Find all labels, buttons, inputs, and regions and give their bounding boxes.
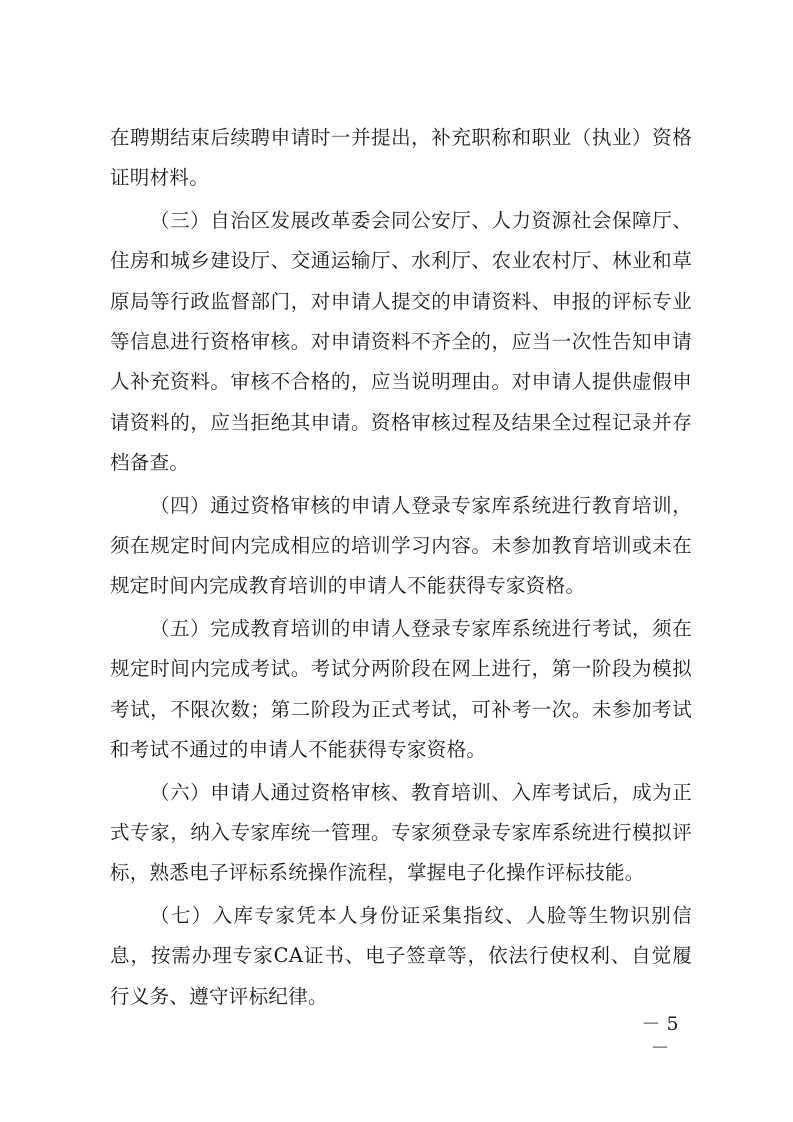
paragraph-item-4: （四）通过资格审核的申请人登录专家库系统进行教育培训，须在规定时间内完成相应的培训学习内容。未参加教育培训或未在规定时间内完成教育培训的申请人不能获得专家资格。 — [110, 493, 692, 598]
paragraph-item-3: （三）自治区发展改革委会同公安厅、人力资源社会保障厅、住房和城乡建设厅、交通运输厅、水利厅、农业农村厅、林业和草原局等行政监督部门，对申请人提交的申请资料、申报的评标专业等信息进行资格审核。对申请资料不齐全的，应当一次性告知申请人补充资料。审核不合格的，应当说明理由。对申请人提供虚假申请资料的，应当拒绝其申请。资格审核过程及结果全过程记录并存档备查。 — [110, 208, 692, 475]
paragraph-item-7: （七）入库专家凭本人身份证采集指纹、人脸等生物识别信息，按需办理专家CA证书、电子签章等，依法行使权利、自觉履行义务、遵守评标纪律。 — [110, 903, 692, 1008]
paragraph-continuation: 在聘期结束后续聘申请时一并提出，补充职称和职业（执业）资格证明材料。 — [110, 126, 692, 190]
document-body — [110, 118, 692, 1019]
paragraph-item-6: （六）申请人通过资格审核、教育培训、入库考试后，成为正式专家，纳入专家库统一管理。专家须登录专家库系统进行模拟评标，熟悉电子评标系统操作流程，掌握电子化操作评标技能。 — [110, 780, 692, 885]
paragraph-item-5: （五）完成教育培训的申请人登录专家库系统进行考试，须在规定时间内完成考试。考试分两阶段在网上进行，第一阶段为模拟考试，不限次数；第二阶段为正式考试，可补考一次。未参加考试和考试不通过的申请人不能获得专家资格。 — [110, 616, 692, 762]
page-number: － 5 － — [641, 1013, 679, 1059]
